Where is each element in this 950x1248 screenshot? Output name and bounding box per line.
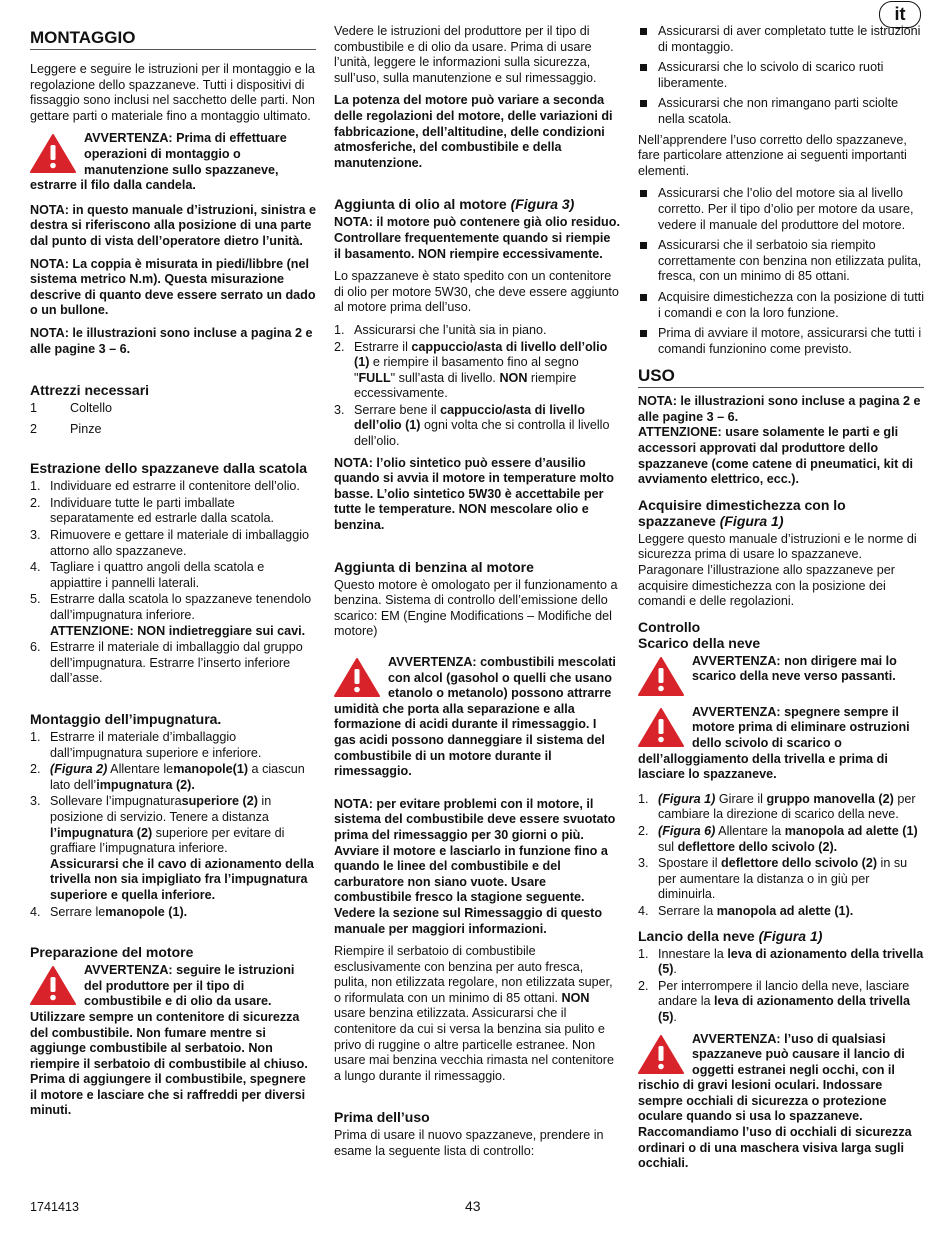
heading-controls: Controllo <box>638 618 701 635</box>
list-item: 2. Individuare tutte le parti imballate separatamente ed estrarle dalla scatola. <box>30 495 275 526</box>
section-title-uso: USO <box>638 362 924 388</box>
bullet-square-icon <box>640 64 647 71</box>
handle-steps <box>30 730 316 920</box>
list-item: Prima di avviare il motore, assicurarsi che tutti i comandi funzionino come previsto. <box>638 326 924 357</box>
checklist-1 <box>638 24 924 128</box>
list-item: 6. Estrarre il materiale di imballaggio dal gruppo dell’impugnatura. Estrarre l’inserto inferiore dall’asse. <box>30 640 303 686</box>
fuel-storage-note: NOTA: per evitare problemi con il motore, il sistema del combustibile deve essere svuotato prima del rimessaggio per 30 giorni o più. Avviare il motore e lasciarlo in funzione fino a quando le linee del combustibile e del carburatore non siano vuote. Usare combustibile fresco la stagione seguente. Vedere la sezione sul Rimessaggio di questo manuale per maggiori informazioni. <box>334 796 616 936</box>
document-number: 1741413 <box>30 1200 80 1214</box>
warning-triangle-icon <box>30 965 76 1005</box>
fuel-paragraph: Riempire il serbatoio di combustibile esclusivamente con benzina per auto fresca, pulita, non etilizzata regolare, non etilizzata super, o riformulata con un minimo di 85 ottani. NON usare benzina etilizzata. Assicurarsi che il contenitore da cui si versa la benzina sia pulito e privo di ruggine o altre particelle estranee. Non usare mai benzina vecchia rimasta nel contenitore a lungo durante il rimessaggio. <box>334 944 615 1083</box>
unbox-steps <box>30 479 316 687</box>
warning-text: AVVERTENZA: seguire le istruzioni del produttore per il tipo di combustibile e di olio da usare. Utilizzare sempre un contenitore di sicurezza del combustibile. Non fumare mentre si aggiunge combustibile al serbatoio. Non riempire il serbatoio di combustibile al chiuso. Prima di aggiungere il combustibile, spegnere il motore e lasciare che si raffreddi per diversi minuti. <box>30 963 308 1118</box>
control-steps <box>638 792 924 920</box>
list-item: 2. (Figura 2) Allentare lemanopole(1) a ciascun lato dell’impugnatura (2). <box>30 762 305 792</box>
list-item: Assicurarsi che il serbatoio sia riempito correttamente con benzina non etilizzata pulita, fresca, con un minimo di 85 ottani. <box>638 238 924 285</box>
power-note: La potenza del motore può variare a seconda delle regolazioni del motore, delle variazioni di fabbricazione, dell’altitudine, delle condizioni atmosferiche, del combustibile e della manutenzione. <box>334 93 613 170</box>
heading-handle: Montaggio dell’impugnatura. <box>30 711 222 727</box>
list-item: 3. Spostare il deflettore dello scivolo (2) in su per aumentare la distanza o in giù per diminuirla. <box>638 856 908 902</box>
heading-oil: Aggiunta di olio al motore (Figura 3) <box>334 196 575 213</box>
section-title-montaggio: MONTAGGIO <box>30 24 316 50</box>
column-3 <box>638 24 924 1181</box>
warning-text: AVVERTENZA: combustibili mescolati con alcol (gasohol o quelli che usano etanolo o metanolo) possono attrarre umidità che porta alla separazione e alla formazione di acidi durante il rimessaggio. I gas acidi possono danneggiare il sistema del combustibile di un motore durante il rimessaggio. <box>334 655 616 779</box>
fuel-intro: Questo motore è omologato per il funzionamento a benzina. Sistema di controllo dell’emissione dello scarico: EM (Engine Modifications – Modifiche del motore) <box>334 577 618 639</box>
montaggio-intro: Leggere e seguire le istruzioni per il montaggio e la regolazione dello spazzaneve. Tutti i dispositivi di fissaggio sono inclusi nel sacchetto delle parti. Non gettare parti o materiale fino a montaggio ultimato. <box>30 62 315 123</box>
heading-fuel: Aggiunta di benzina al motore <box>334 558 534 575</box>
tool-item: 2 Pinze <box>30 421 102 436</box>
list-item: 4. Serrare la manopola ad alette (1). <box>638 903 854 918</box>
list-item: 1. Individuare ed estrarre il contenitore dell’olio. <box>30 479 300 494</box>
column-1 <box>30 24 316 1128</box>
list-item: 1. (Figura 1) Girare il gruppo manovella (2) per cambiare la direzione di scarico della neve. <box>638 791 916 822</box>
list-item: Assicurarsi di aver completato tutte le istruzioni di montaggio. <box>638 24 924 55</box>
list-item: Acquisire dimestichezza con la posizione di tutti i comandi e con la loro funzione. <box>638 290 924 321</box>
heading-before-use: Prima dell’uso <box>334 1109 430 1126</box>
warning-text: AVVERTENZA: Prima di effettuare operazioni di montaggio o manutenzione sullo spazzaneve, estrarre il filo dalla candela. <box>30 131 287 193</box>
uso-note: NOTA: le illustrazioni sono incluse a pagina 2 e alle pagine 3 – 6. <box>638 394 921 424</box>
checklist-2 <box>638 186 924 357</box>
engine-intro: Vedere le istruzioni del produttore per il tipo di combustibile e di olio da usare. Prima di usare l’unità, leggere le informazioni sulla sicurezza, sull’uso, sulla manutenzione e sul rimessaggio. <box>334 24 597 85</box>
warning-block <box>638 654 924 696</box>
warning-block <box>334 655 620 780</box>
bullet-square-icon <box>640 100 647 107</box>
throw-steps <box>638 947 924 1026</box>
oil-note: NOTA: il motore può contenere già olio residuo. Controllare frequentemente quando si riempie il basamento. NON riempire eccessivamente. <box>334 215 620 261</box>
warning-text: AVVERTENZA: non dirigere mai lo scarico della neve verso passanti. <box>692 653 897 684</box>
caution-text: ATTENZIONE: NON indietreggiare sui cavi. <box>50 623 306 638</box>
warning-block <box>30 131 316 193</box>
heading-unbox: Estrazione dello spazzaneve dalla scatola <box>30 460 307 477</box>
list-item: 4. Serrare lemanopole (1). <box>30 904 188 919</box>
bullet-square-icon <box>640 190 647 197</box>
list-item: Assicurarsi che lo scivolo di scarico ruoti liberamente. <box>638 60 924 91</box>
warning-text: AVVERTENZA: spegnere sempre il motore prima di eliminare ostruzioni dello scivolo di scarico o dell’alloggiamento della trivella e prima di lasciare lo spazzaneve. <box>638 704 910 782</box>
list-item: Assicurarsi che l’olio del motore sia al livello corretto. Per il tipo d’olio per motore da usare, vedere il manuale del produttore del motore. <box>638 186 924 233</box>
note-illustrations: NOTA: le illustrazioni sono incluse a pagina 2 e alle pagine 3 – 6. <box>30 325 313 356</box>
warning-block <box>638 705 924 783</box>
list-item: 3. Sollevare l’impugnaturasuperiore (2) in posizione di servizio. Tenere a distanza l’impugnatura (2) superiore per evitare di graffiare l’impugnatura inferiore. Assicurarsi che il cavo di azionamento della trivella non sia impigliato fra l’impugnatura superiore e quella inferiore. <box>30 794 314 902</box>
list-item: 5. Estrarre dalla scatola lo spazzaneve tenendolo dall’impugnatura inferiore. ATTENZIONE: NON indietreggiare sui cavi. <box>30 592 312 638</box>
page-number: 43 <box>465 1198 481 1214</box>
heading-snow-discharge: Scarico della neve <box>638 634 761 651</box>
warning-block <box>638 1032 924 1172</box>
bullet-square-icon <box>640 330 647 337</box>
uso-caution: ATTENZIONE: usare solamente le parti e gli accessori approvati dal produttore dello spazzaneve (come catene di pneumatici, kit di avviamento elettrico, ecc.). <box>638 425 914 487</box>
warning-block <box>30 963 316 1119</box>
warning-triangle-icon <box>334 657 380 697</box>
list-item: 2. Estrarre il cappuccio/asta di livello dell’olio (1) e riempire il basamento fino al segno "FULL" sull’asta di livello. NON riempire eccessivamente. <box>334 339 608 401</box>
heading-engine-prep: Preparazione del motore <box>30 944 194 961</box>
learn-intro: Nell’apprendere l’uso corretto dello spazzaneve, fare particolare attenzione ai seguenti importanti elementi. <box>638 132 907 178</box>
synthetic-oil-note: NOTA: l’olio sintetico può essere d’ausilio quando si avvia il motore in temperature molto basse. L’olio sintetico 5W30 è accettabile per tutte le temperature. NON mescolare olio e benzina. <box>334 455 614 533</box>
list-item: 1. Assicurarsi che l’unità sia in piano. <box>334 322 547 337</box>
tool-item: 1 Coltello <box>30 401 112 416</box>
heading-familiarize: Acquisire dimestichezza con lo spazzaneve (Figura 1) <box>638 496 846 529</box>
bullet-square-icon <box>640 294 647 301</box>
note-torque: NOTA: La coppia è misurata in piedi/libbre (nel sistema metrico N.m). Questa misurazione descrive di quanto deve essere serrato un dado o un bullone. <box>30 256 316 318</box>
list-item: 1. Innestare la leva di azionamento della trivella (5). <box>638 946 924 977</box>
heading-tools: Attrezzi necessari <box>30 382 150 399</box>
heading-snow-throw: Lancio della neve (Figura 1) <box>638 927 823 944</box>
column-2 <box>334 24 620 1167</box>
warning-triangle-icon <box>638 707 684 747</box>
language-badge: it <box>879 1 921 28</box>
note-left-right: NOTA: in questo manuale d’istruzioni, sinistra e destra si riferiscono alla posizione di una parte dal punto di vista dell’operatore dietro l’unità. <box>30 202 316 248</box>
warning-triangle-icon <box>30 133 76 173</box>
list-item: 1. Estrarre il materiale d’imballaggio dall’impugnatura superiore e inferiore. <box>30 730 262 760</box>
list-item: 2. Per interrompere il lancio della neve, lasciare andare la leva di azionamento della trivella (5). <box>638 978 910 1024</box>
list-item: 3. Rimuovere e gettare il materiale di imballaggio attorno allo spazzaneve. <box>30 528 309 558</box>
bullet-square-icon <box>640 28 647 35</box>
warning-triangle-icon <box>638 1034 684 1074</box>
list-item: Assicurarsi che non rimangano parti sciolte nella scatola. <box>638 96 924 127</box>
tools-list <box>30 401 316 437</box>
oil-steps <box>334 323 620 450</box>
list-item: 2. (Figura 6) Allentare la manopola ad alette (1) sul deflettore dello scivolo (2). <box>638 823 918 854</box>
list-item: 4. Tagliare i quattro angoli della scatola e appiattire i pannelli laterali. <box>30 560 265 590</box>
warning-text: AVVERTENZA: l’uso di qualsiasi spazzaneve può causare il lancio di oggetti estranei negli occhi, con il rischio di gravi lesioni oculari. Indossare sempre occhiali di sicurezza o protezione oculare quando si usa lo spazzaneve. Raccomandiamo l’uso di occhiali di sicurezza ordinari o di una maschera visiva larga sugli occhiali. <box>638 1031 912 1171</box>
before-use-intro: Prima di usare il nuovo spazzaneve, prendere in esame la seguente lista di controllo: <box>334 1128 604 1159</box>
familiarize-text: Leggere questo manuale d’istruzioni e le norme di sicurezza prima di usare lo spazzaneve. Paragonare l’illustrazione allo spazzaneve per acquisire dimestichezza con la posizione dei comandi e delle regolazioni. <box>638 531 917 609</box>
oil-intro: Lo spazzaneve è stato spedito con un contenitore di olio per motore 5W30, che deve essere aggiunto al motore prima dell’uso. <box>334 269 619 315</box>
list-item: 3. Serrare bene il cappuccio/asta di livello dell’olio (1) ogni volta che si controlla il livello dell’olio. <box>334 402 610 449</box>
bullet-square-icon <box>640 242 647 249</box>
warning-triangle-icon <box>638 656 684 696</box>
